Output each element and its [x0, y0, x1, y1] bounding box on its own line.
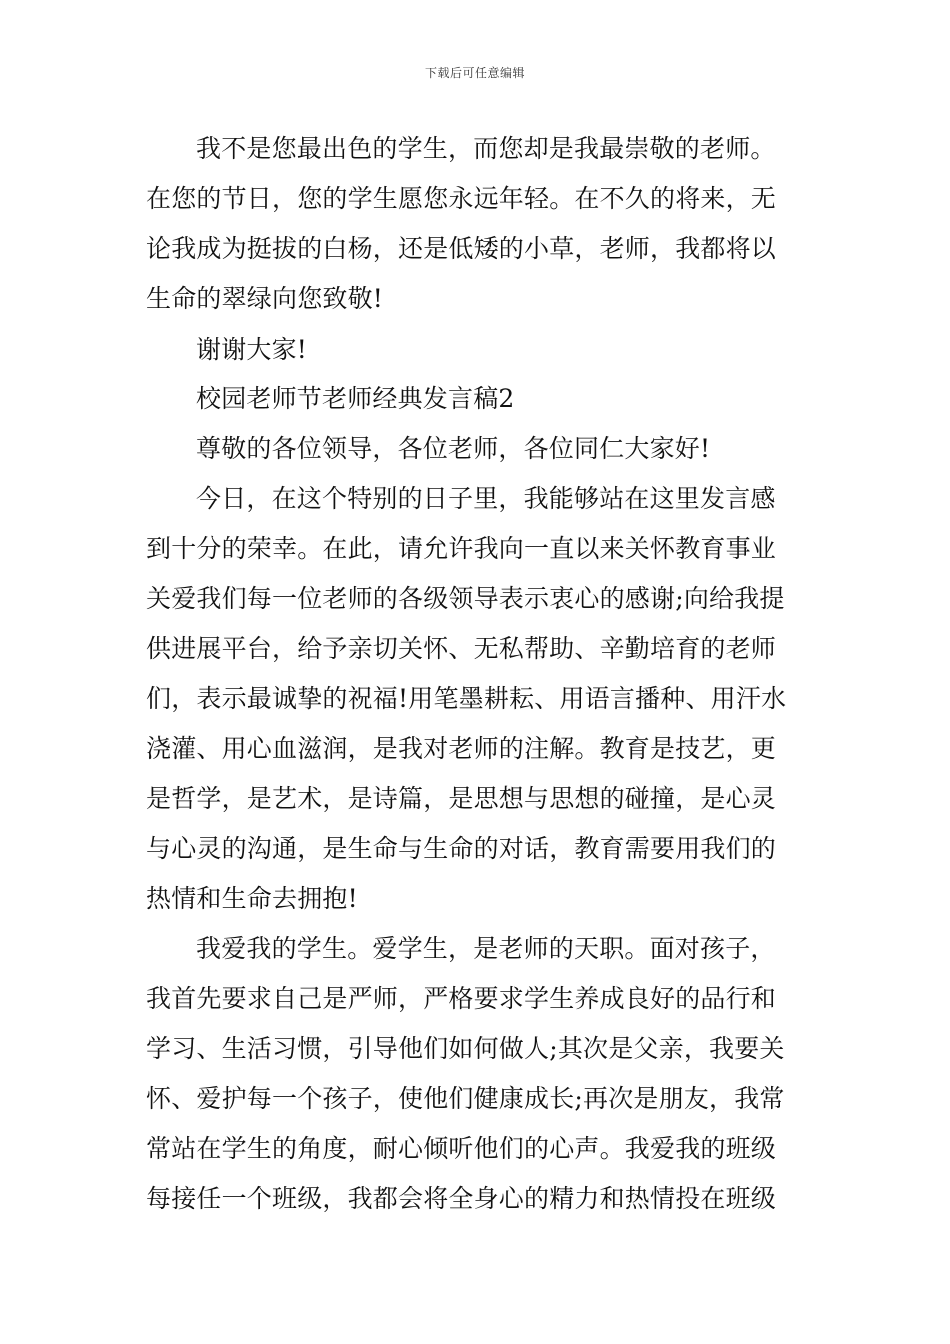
text-line: 我首先要求自己是严师，严格要求学生养成良好的品行和 [146, 984, 777, 1013]
text-line: 生命的翠绿向您致敬! [146, 284, 384, 313]
text-line: 是哲学，是艺术，是诗篇，是思想与思想的碰撞，是心灵 [146, 784, 777, 813]
text-line: 浇灌、用心血滋润，是我对老师的注解。教育是技艺，更 [146, 734, 777, 763]
text-line: 怀、爱护每一个孩子，使他们健康成长;再次是朋友，我常 [146, 1084, 785, 1113]
text-line: 常站在学生的角度，耐心倾听他们的心声。我爱我的班级 [146, 1134, 777, 1163]
section-title: 校园老师节老师经典发言稿2 [196, 384, 515, 413]
text-line: 学习、生活习惯，引导他们如何做人;其次是父亲，我要关 [146, 1034, 785, 1063]
text-line: 到十分的荣幸。在此，请允许我向一直以来关怀教育事业 [146, 534, 777, 563]
text-line: 尊敬的各位领导，各位老师，各位同仁大家好! [196, 434, 711, 463]
text-line: 谢谢大家! [196, 335, 308, 364]
text-line: 每接任一个班级，我都会将全身心的精力和热情投在班级 [146, 1184, 777, 1213]
text-line: 关爱我们每一位老师的各级领导表示衷心的感谢;向给我提 [146, 584, 785, 613]
text-line: 在您的节日，您的学生愿您永远年轻。在不久的将来，无 [146, 184, 777, 213]
text-line: 与心灵的沟通，是生命与生命的对话，教育需要用我们的 [146, 834, 777, 863]
text-line: 热情和生命去拥抱! [146, 884, 358, 913]
text-line: 我爱我的学生。爱学生，是老师的天职。面对孩子， [196, 934, 776, 963]
text-line: 供进展平台，给予亲切关怀、无私帮助、辛勤培育的老师 [146, 634, 777, 663]
page-header: 下载后可任意编辑 [424, 66, 525, 80]
text-line: 我不是您最出色的学生，而您却是我最崇敬的老师。 [196, 134, 776, 163]
text-line: 论我成为挺拔的白杨，还是低矮的小草，老师，我都将以 [146, 234, 777, 263]
text-line: 们，表示最诚挚的祝福!用笔墨耕耘、用语言播种、用汗水 [146, 684, 787, 713]
text-line: 今日，在这个特别的日子里，我能够站在这里发言感 [196, 484, 776, 513]
